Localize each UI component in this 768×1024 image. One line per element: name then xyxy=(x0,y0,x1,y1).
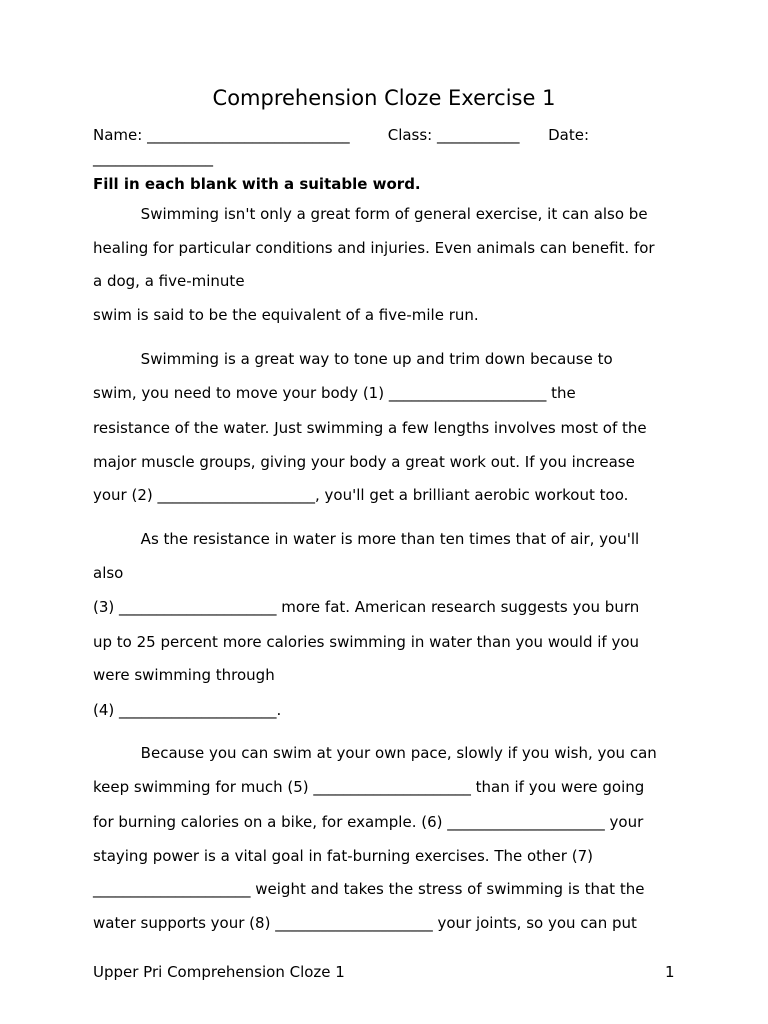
body-line: swim is said to be the equivalent of a five-mile run. xyxy=(93,306,479,324)
body-line: healing for particular conditions and injuries. Even animals can benefit. for xyxy=(93,239,655,257)
body-line: resistance of the water. Just swimming a few lengths involves most of the xyxy=(93,419,647,437)
body-line: a dog, a five-minute xyxy=(93,272,245,290)
body-line: were swimming through xyxy=(93,666,275,684)
body-line: water supports your (8) _____________________ your joints, so you can put xyxy=(93,914,637,932)
body-line: for burning calories on a bike, for example. (6) _____________________ your xyxy=(93,813,644,831)
body-line: also xyxy=(93,564,124,582)
page-title: Comprehension Cloze Exercise 1 xyxy=(212,86,556,110)
body-line: major muscle groups, giving your body a great work out. If you increase xyxy=(93,453,635,471)
body-line: your (2) _____________________, you'll get a brilliant aerobic workout too. xyxy=(93,486,629,504)
body-line: Swimming is a great way to tone up and trim down because to xyxy=(93,350,613,368)
body-line: swim, you need to move your body (1) _____________________ the xyxy=(93,384,576,402)
body-line: keep swimming for much (5) _____________________ than if you were going xyxy=(93,778,645,796)
body-line: Because you can swim at your own pace, slowly if you wish, you can xyxy=(93,744,657,762)
body-line: staying power is a vital goal in fat-burning exercises. The other (7) xyxy=(93,847,593,865)
body-line: Swimming isn't only a great form of general exercise, it can also be xyxy=(93,205,648,223)
instruction: Fill in each blank with a suitable word. xyxy=(93,175,421,193)
body-line: _____________________ weight and takes the stress of swimming is that the xyxy=(93,880,645,898)
footer-text: Upper Pri Comprehension Cloze 1 xyxy=(93,963,345,981)
date-blank-line: ________________ xyxy=(93,149,213,167)
body-line: As the resistance in water is more than ten times that of air, you'll xyxy=(93,530,640,548)
body-line: (4) _____________________. xyxy=(93,701,282,719)
body-line: up to 25 percent more calories swimming in water than you would if you xyxy=(93,633,640,651)
body-line: (3) _____________________ more fat. American research suggests you burn xyxy=(93,598,640,616)
name-class-date-line: Name: ___________________________ Class: ___________ Date: xyxy=(93,126,590,144)
page-number: 1 xyxy=(665,963,675,981)
